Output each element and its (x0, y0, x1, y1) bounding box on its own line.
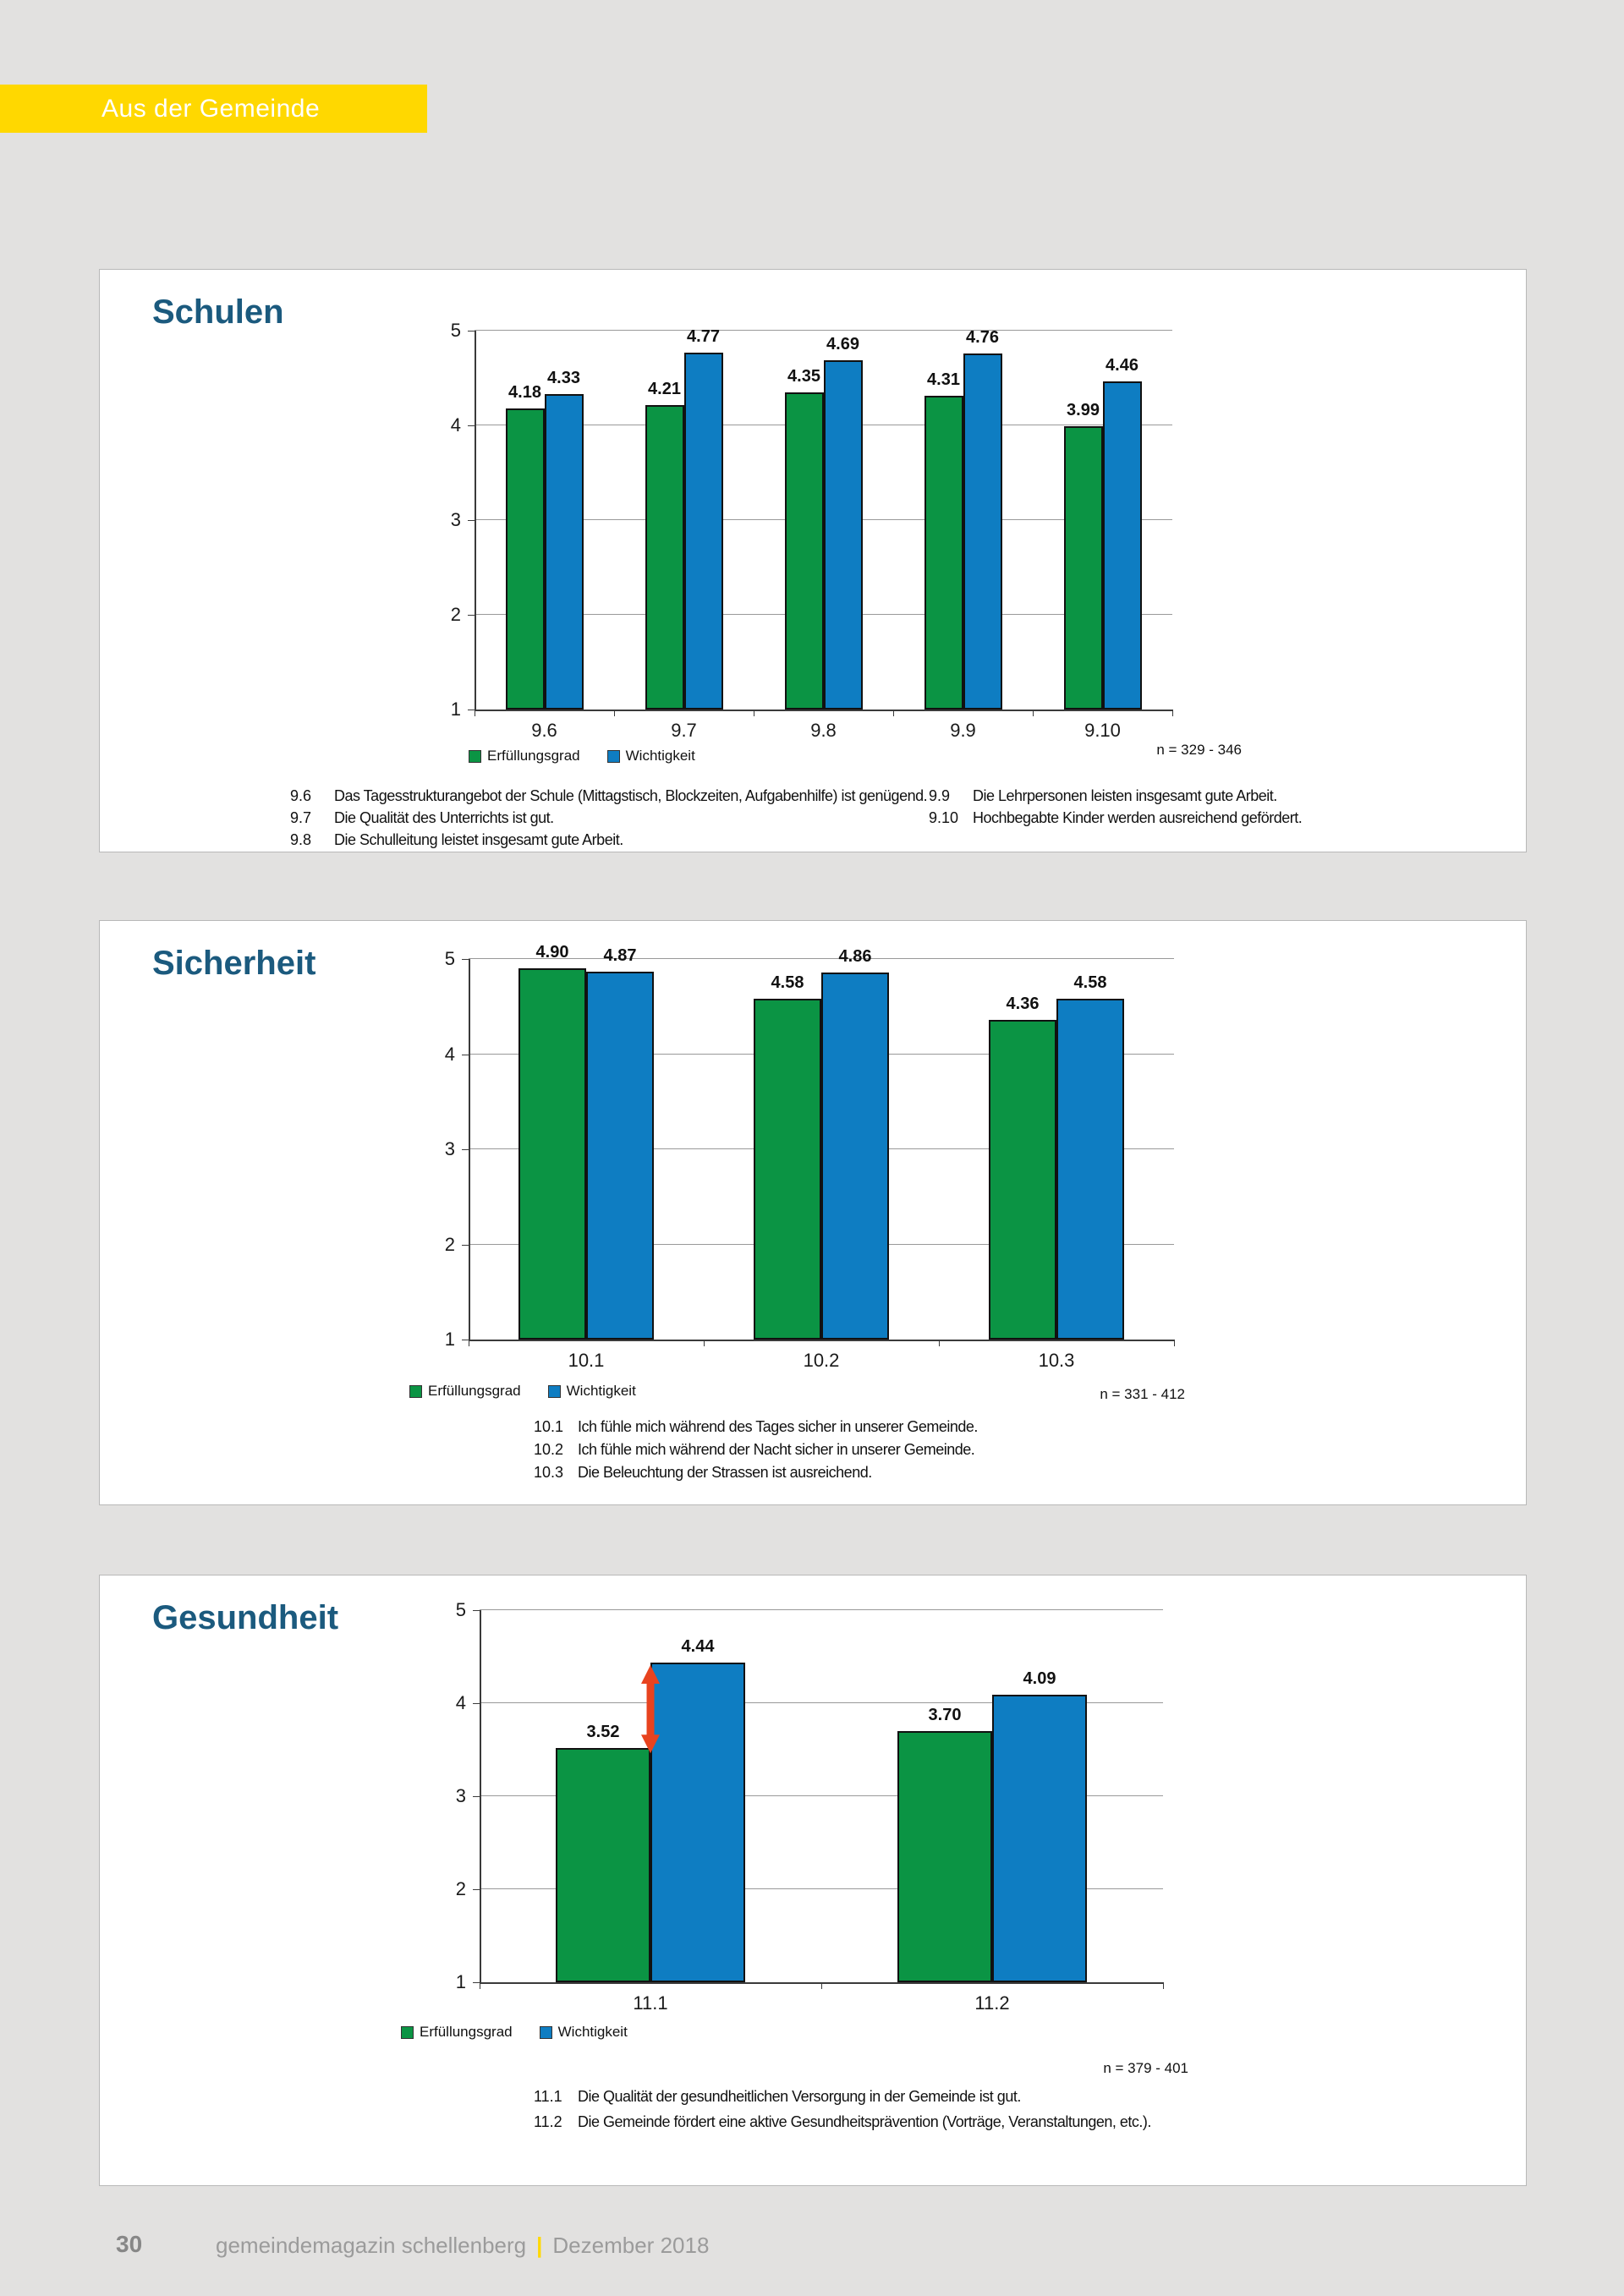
bar-erfuellungsgrad (924, 396, 963, 710)
bar-erfuellungsgrad (556, 1748, 650, 1982)
y-axis-tick-mark (462, 959, 469, 960)
bar-value-label: 3.52 (586, 1722, 620, 1741)
legend-item-wichtigkeit (540, 2024, 628, 2041)
footnote-text: Hochbegabte Kinder werden ausreichend gefördert. (973, 809, 1303, 826)
footnote-text: Das Tagesstrukturangebot der Schule (Mittagstisch, Blockzeiten, Aufgabenhilfe) ist genügend. (334, 787, 928, 804)
x-axis-category-label: 9.10 (1084, 720, 1121, 741)
bar-wichtigkeit (684, 353, 723, 710)
bar-value-label: 4.46 (1106, 356, 1138, 375)
panel-sicherheit (99, 920, 1527, 1505)
issue-date: Dezember 2018 (552, 2233, 710, 2258)
footnote-id: 10.2 (534, 1441, 564, 1458)
y-axis-tick-label: 2 (450, 604, 461, 625)
footnote (290, 809, 927, 827)
footnote-text: Die Qualität der gesundheitlichen Versorgung in der Gemeinde ist gut. (578, 2088, 1021, 2105)
y-axis-tick-mark (473, 1889, 480, 1890)
bar-chart-schulen (100, 270, 1526, 852)
legend-color-swatch-erfuellungsgrad (401, 2026, 414, 2039)
y-axis-tick-label: 5 (444, 948, 455, 969)
y-axis-tick-label: 4 (450, 414, 461, 436)
y-axis-tick-label: 3 (450, 509, 461, 530)
legend-item-wichtigkeit (607, 748, 695, 764)
y-axis-tick-mark (468, 520, 475, 521)
page-number: 30 (116, 2231, 143, 2257)
sample-size-label: n = 379 - 401 (1103, 2060, 1188, 2076)
bar-erfuellungsgrad (754, 999, 821, 1340)
footnote-text: Die Gemeinde fördert eine aktive Gesundheitsprävention (Vorträge, Veranstaltungen, etc.). (578, 2113, 1151, 2130)
y-axis (469, 959, 470, 1340)
legend-item-erfuellungsgrad (469, 748, 580, 764)
y-axis-tick-label: 4 (444, 1043, 455, 1065)
sample-size-label: n = 331 - 412 (1100, 1386, 1185, 1402)
bar-wichtigkeit (1103, 381, 1142, 710)
y-axis-tick-label: 1 (455, 1971, 466, 1992)
x-axis (480, 1982, 1164, 1984)
section-banner (0, 85, 427, 133)
legend-color-swatch-erfuellungsgrad (469, 750, 481, 763)
footnote-column (290, 787, 927, 853)
chart-title-sicherheit: Sicherheit (152, 945, 316, 982)
y-axis (480, 1610, 481, 1982)
legend-color-swatch-wichtigkeit (540, 2026, 552, 2039)
x-axis-category-label: 9.6 (531, 720, 557, 741)
bar-value-label: 4.87 (603, 945, 637, 965)
footnote-column (929, 787, 1302, 831)
x-axis-category-label: 10.2 (803, 1350, 840, 1371)
footnote-id: 9.10 (929, 809, 959, 826)
bar-erfuellungsgrad (897, 1731, 992, 1982)
legend-label: Wichtigkeit (625, 748, 695, 764)
gap-arrow (638, 1665, 663, 1753)
bar-wichtigkeit (963, 353, 1002, 710)
bar-value-label: 4.21 (648, 380, 681, 399)
bar-erfuellungsgrad (518, 968, 586, 1340)
footnote-text: Die Schulleitung leistet insgesamt gute Arbeit. (334, 831, 623, 848)
footnote (534, 1464, 978, 1482)
footnote-text: Ich fühle mich während des Tages sicher in unserer Gemeinde. (578, 1418, 978, 1435)
gridline (475, 330, 1172, 331)
bar-value-label: 4.77 (687, 326, 720, 346)
y-axis-tick-mark (473, 1982, 480, 1983)
y-axis-tick-mark (473, 1796, 480, 1797)
x-axis-category-label: 9.7 (671, 720, 697, 741)
legend-item-erfuellungsgrad (401, 2024, 513, 2041)
bar-value-label: 4.86 (838, 946, 872, 966)
sample-size-label: n = 329 - 346 (1156, 742, 1242, 758)
bar-value-label: 4.33 (547, 369, 580, 388)
y-axis-tick-mark (473, 1703, 480, 1704)
bar-erfuellungsgrad (989, 1020, 1056, 1340)
footnote-text: Ich fühle mich während der Nacht sicher in unserer Gemeinde. (578, 1441, 975, 1458)
chart-title-gesundheit: Gesundheit (152, 1599, 339, 1636)
bar-chart-sicherheit (100, 921, 1526, 1504)
bar-wichtigkeit (1056, 999, 1124, 1340)
footnote (290, 787, 927, 805)
y-axis-tick-label: 4 (455, 1692, 466, 1713)
panel-gesundheit (99, 1575, 1527, 2186)
bar-erfuellungsgrad (506, 408, 545, 710)
footnote (534, 1418, 978, 1436)
legend-color-swatch-wichtigkeit (607, 750, 620, 763)
panel-schulen (99, 269, 1527, 852)
footnote-id: 9.6 (290, 787, 312, 804)
y-axis-tick-mark (462, 1149, 469, 1150)
y-axis-tick-label: 1 (450, 699, 461, 720)
chart-legend (409, 1383, 636, 1400)
legend-label: Erfüllungsgrad (420, 2024, 513, 2040)
y-axis-tick-label: 3 (455, 1785, 466, 1806)
y-axis-tick-label: 3 (444, 1138, 455, 1159)
y-axis-tick-mark (468, 615, 475, 616)
bar-erfuellungsgrad (785, 392, 824, 710)
y-axis-tick-label: 2 (455, 1878, 466, 1899)
footnote-text: Die Beleuchtung der Strassen ist ausreichend. (578, 1464, 872, 1481)
footnote-text: Die Lehrpersonen leisten insgesamt gute Arbeit. (973, 787, 1277, 804)
x-axis-category-label: 10.1 (568, 1350, 605, 1371)
bar-value-label: 4.58 (771, 973, 804, 993)
bar-value-label: 4.76 (966, 327, 999, 347)
footnote-id: 9.8 (290, 831, 312, 848)
legend-label: Wichtigkeit (557, 2024, 628, 2040)
x-axis (469, 1340, 1175, 1341)
bar-value-label: 4.69 (826, 334, 859, 353)
x-axis-category-label: 11.1 (633, 1992, 668, 2014)
legend-label: Wichtigkeit (566, 1383, 636, 1399)
bar-value-label: 4.18 (508, 382, 541, 402)
legend-item-erfuellungsgrad (409, 1383, 521, 1400)
y-axis-tick-mark (473, 1610, 480, 1611)
y-axis-tick-mark (468, 425, 475, 426)
bar-erfuellungsgrad (645, 405, 684, 710)
bar-wichtigkeit (992, 1695, 1087, 1982)
footnote-id: 10.1 (534, 1418, 564, 1435)
bar-wichtigkeit (650, 1663, 745, 1982)
legend-color-swatch-wichtigkeit (548, 1385, 561, 1398)
chart-title-schulen: Schulen (152, 293, 284, 331)
footnote-id: 11.1 (534, 2088, 562, 2105)
footnote-text: Die Qualität des Unterrichts ist gut. (334, 809, 554, 826)
bar-wichtigkeit (821, 973, 889, 1340)
legend-item-wichtigkeit (548, 1383, 636, 1400)
footnote (290, 831, 927, 849)
magazine-name: gemeindemagazin schellenberg (216, 2233, 527, 2258)
footer-separator: | (536, 2233, 543, 2258)
bar-value-label: 4.35 (787, 366, 820, 386)
footnote (534, 2088, 1151, 2106)
footnote-column (534, 1418, 978, 1487)
bar-value-label: 3.70 (928, 1706, 962, 1724)
bar-value-label: 3.99 (1067, 401, 1100, 420)
bar-value-label: 4.44 (681, 1636, 715, 1656)
y-axis-tick-mark (462, 1245, 469, 1246)
bar-wichtigkeit (586, 972, 654, 1340)
footnote (929, 809, 1302, 827)
x-axis-category-label: 9.8 (810, 720, 837, 741)
bar-value-label: 4.09 (1023, 1669, 1056, 1689)
y-axis-tick-mark (468, 331, 475, 332)
legend-label: Erfüllungsgrad (428, 1383, 521, 1399)
x-axis (475, 710, 1173, 711)
bar-erfuellungsgrad (1064, 426, 1103, 710)
footnote-id: 11.2 (534, 2113, 562, 2130)
gridline (480, 1609, 1163, 1610)
bar-chart-gesundheit (100, 1575, 1526, 2185)
footnote-id: 10.3 (534, 1464, 564, 1481)
x-axis-category-label: 11.2 (974, 1992, 1010, 2014)
x-axis-category-label: 10.3 (1038, 1350, 1075, 1371)
footnote-id: 9.9 (929, 787, 951, 804)
chart-legend (469, 748, 695, 764)
legend-label: Erfüllungsgrad (487, 748, 580, 764)
banner-title: Aus der Gemeinde (102, 94, 321, 123)
bar-value-label: 4.90 (535, 943, 569, 962)
footnote-id: 9.7 (290, 809, 312, 826)
bar-wichtigkeit (545, 394, 584, 710)
y-axis (475, 331, 476, 710)
y-axis-tick-label: 5 (450, 320, 461, 341)
page-footer (0, 2231, 1624, 2265)
y-axis-tick-label: 5 (455, 1599, 466, 1620)
bar-wichtigkeit (824, 360, 863, 710)
x-axis-category-label: 9.9 (950, 720, 976, 741)
bar-value-label: 4.36 (1006, 995, 1040, 1013)
footnote (534, 2113, 1151, 2131)
footer-line (216, 2233, 709, 2259)
footnote (929, 787, 1302, 805)
bar-value-label: 4.31 (927, 370, 960, 390)
footnote-column (534, 2088, 1151, 2139)
bar-value-label: 4.58 (1073, 973, 1107, 993)
footnote (534, 1441, 978, 1459)
legend-color-swatch-erfuellungsgrad (409, 1385, 422, 1398)
chart-legend (401, 2024, 628, 2041)
y-axis-tick-label: 1 (444, 1329, 455, 1350)
y-axis-tick-label: 2 (444, 1233, 455, 1255)
